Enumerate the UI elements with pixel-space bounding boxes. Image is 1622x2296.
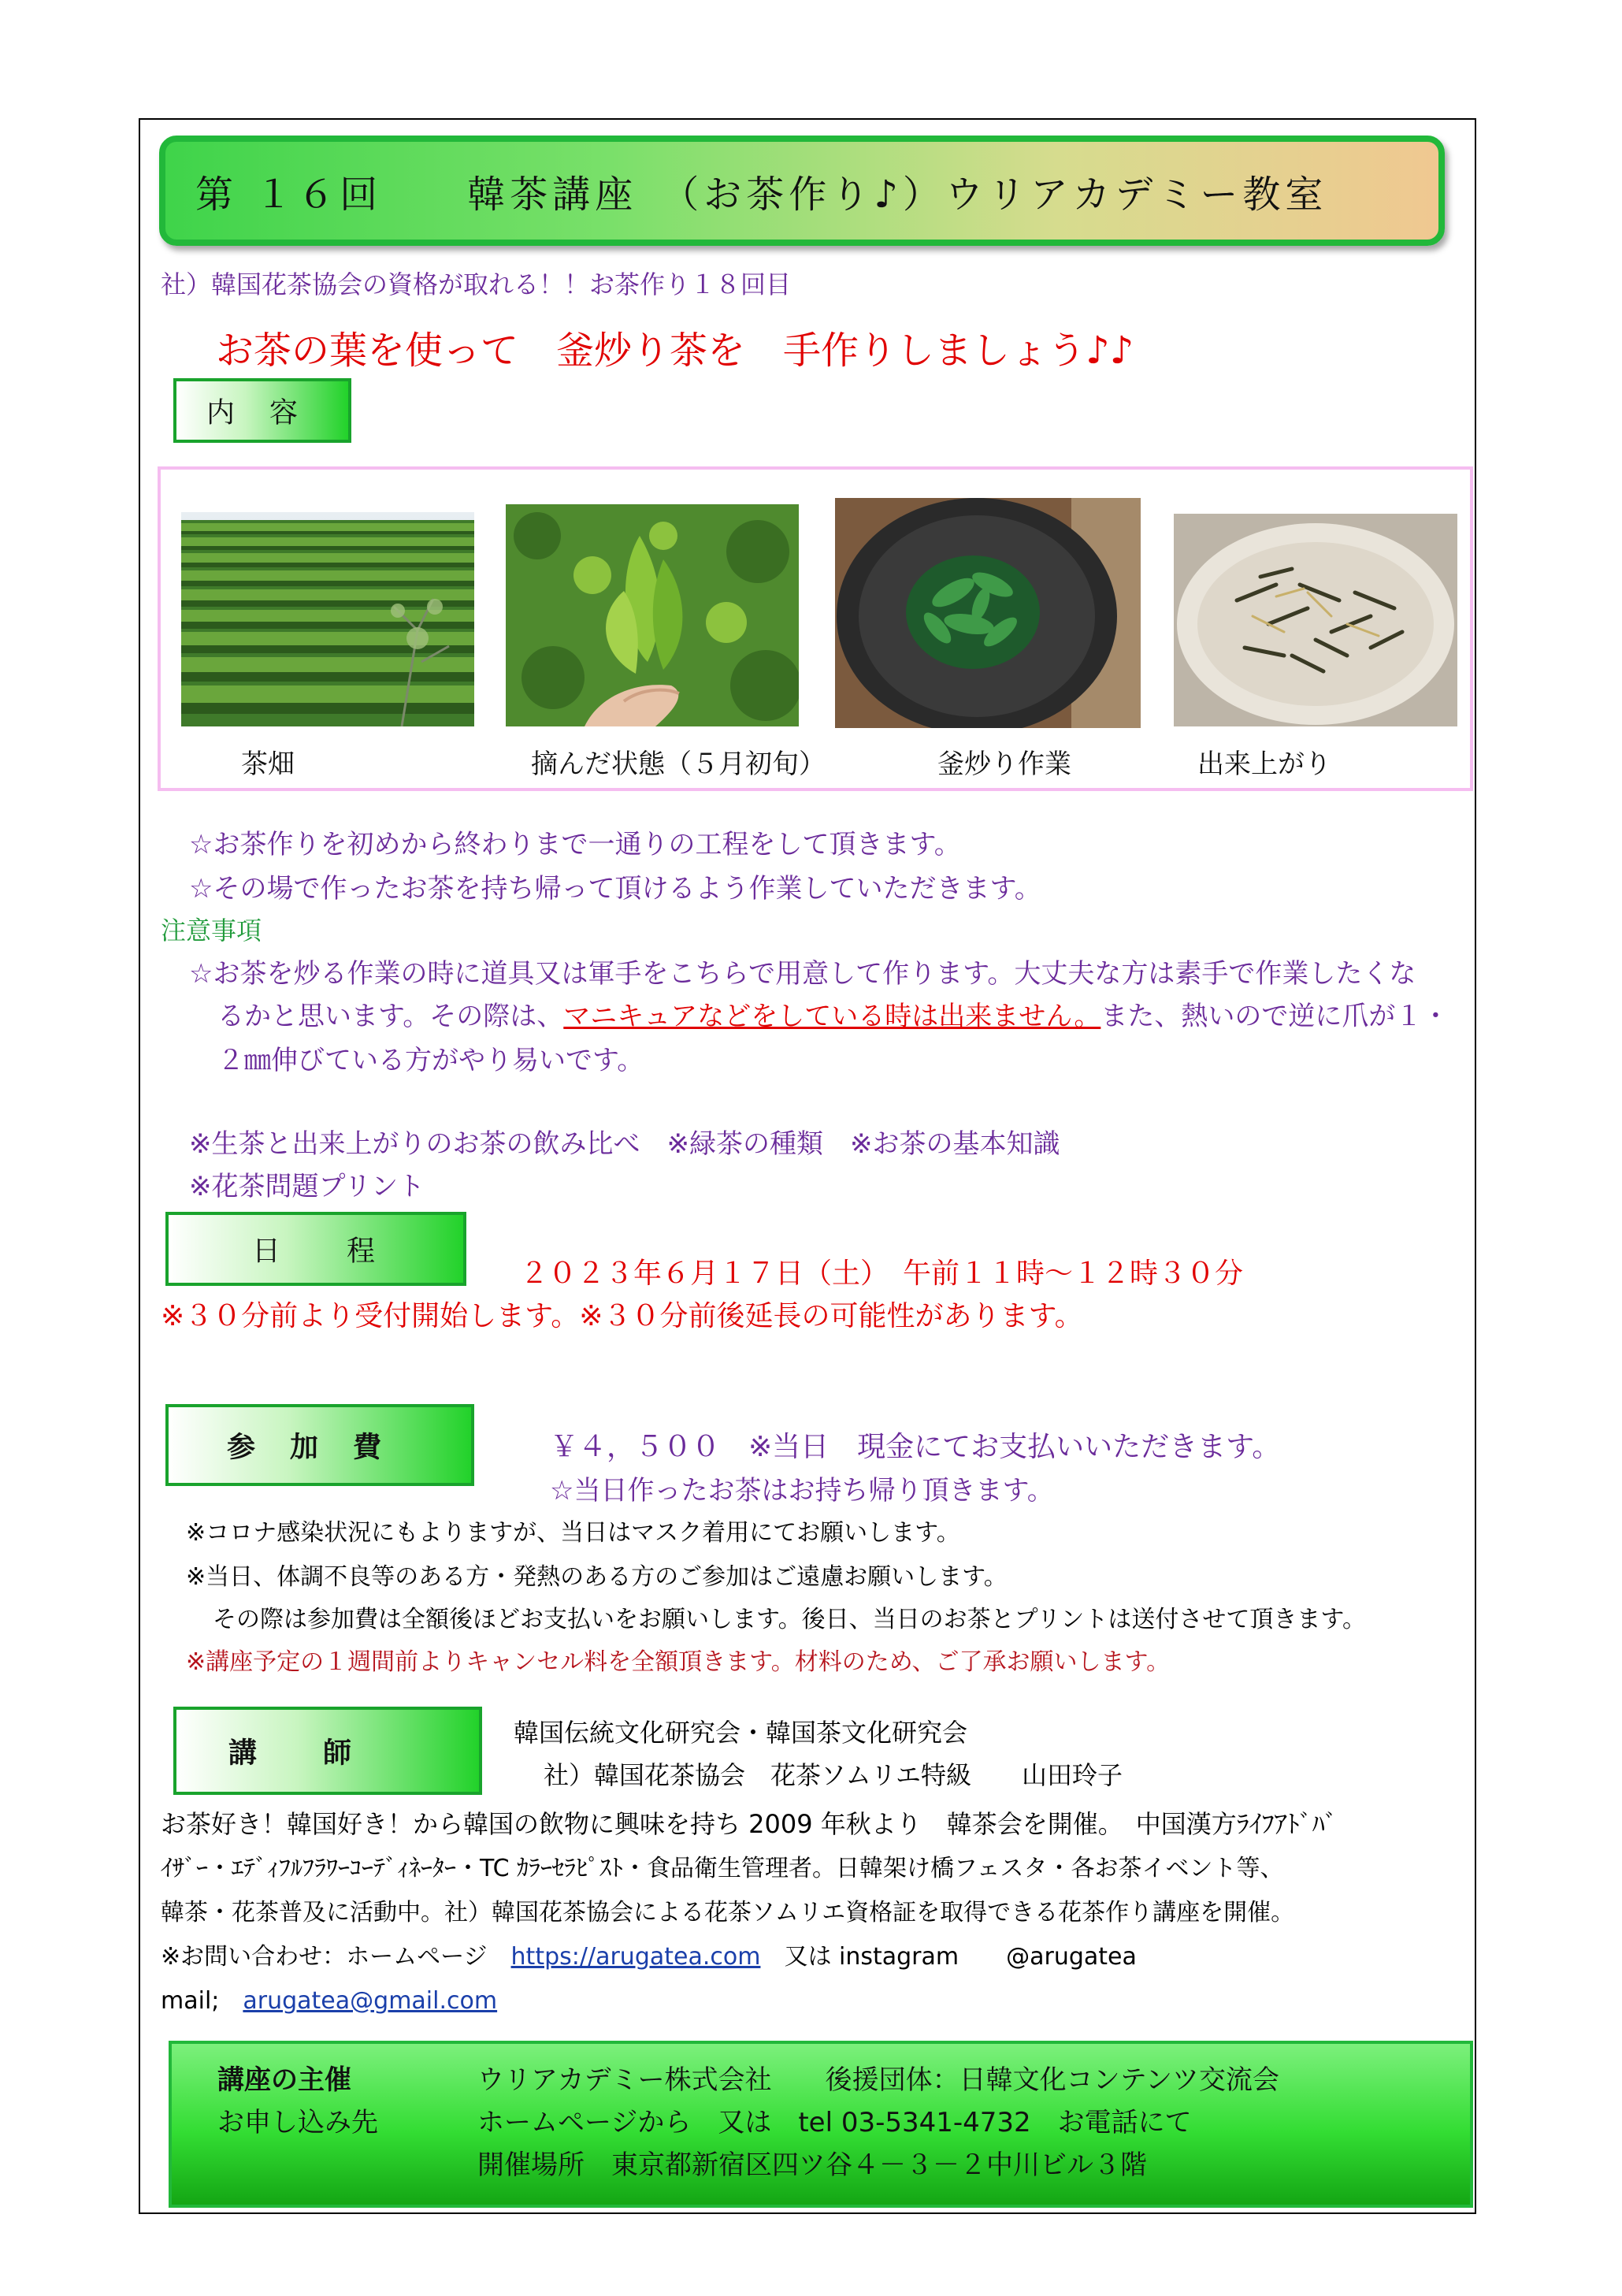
notes-line-1: ☆お茶を炒る作業の時に道具又は軍手をこちらで用意して作ります。大丈夫な方は素手で作業したくな bbox=[189, 958, 1416, 990]
fee-note-3: その際は参加費は全額後ほどお支払いをお願いします。後日、当日のお茶とプリントは送付させて頂きます。 bbox=[213, 1606, 1366, 1633]
footer-organizer: ウリアカデミー株式会社 後援団体：日韓文化コンテンツ交流会 bbox=[477, 2064, 1279, 2096]
section-label-teacher: 講 師 bbox=[173, 1707, 482, 1795]
finished-tea-photo bbox=[1174, 514, 1457, 726]
organizer-footer bbox=[169, 2041, 1473, 2208]
teacher-name: 社）韓国花茶協会 花茶ソムリエ特級 山田玲子 bbox=[544, 1760, 1123, 1790]
bullet-1: ☆お茶作りを初めから終わりまで一通りの工程をして頂きます。 bbox=[189, 829, 961, 860]
footer-label-organizer: 講座の主催 bbox=[217, 2064, 351, 2096]
bullet-2: ☆その場で作ったお茶を持ち帰って頂けるよう作業していただきます。 bbox=[189, 873, 1041, 905]
photo-caption-4: 出来上がり bbox=[1197, 749, 1331, 780]
email-link[interactable]: arugatea@gmail.com bbox=[243, 1987, 498, 2015]
homepage-link[interactable]: https://arugatea.com bbox=[510, 1943, 761, 1971]
fee-line-1: ￥４，５００ ※当日 現金にてお支払いいただきます。 bbox=[550, 1431, 1281, 1463]
footer-venue: 開催場所 東京都新宿区四ツ谷４－３－２中川ビル３階 bbox=[477, 2149, 1147, 2181]
footer-label-apply: お申し込み先 bbox=[217, 2107, 378, 2138]
plucked-leaves-photo bbox=[506, 504, 799, 726]
cancel-note: ※講座予定の１週間前よりキャンセル料を全額頂きます。材料のため、ご了承お願いします。 bbox=[186, 1648, 1171, 1676]
schedule-note: ※３０分前より受付開始します。※３０分前後延長の可能性があります。 bbox=[161, 1300, 1083, 1332]
fee-line-2: ☆当日作ったお茶はお持ち帰り頂きます。 bbox=[550, 1475, 1054, 1507]
section-label-content: 内 容 bbox=[173, 378, 351, 443]
manicure-warning: マニキュアなどをしている時は出来ません。 bbox=[563, 1001, 1101, 1032]
teacher-affiliation: 韓国伝統文化研究会・韓国茶文化研究会 bbox=[514, 1718, 968, 1748]
footer-apply: ホームページから 又は tel 03-5341-4732 お電話にて bbox=[477, 2107, 1192, 2138]
photo-caption-3: 釜炒り作業 bbox=[937, 749, 1071, 780]
fee-note-1: ※コロナ感染状況にもよりますが、当日はマスク着用にてお願いします。 bbox=[186, 1519, 960, 1547]
subtitle: 社）韓国花茶協会の資格が取れる！！お茶作り１８回目 bbox=[161, 269, 792, 299]
tea-field-photo bbox=[181, 512, 474, 726]
mail-line: mail; arugatea@gmail.com bbox=[161, 1987, 498, 2015]
extras-line-2: ※花茶問題プリント bbox=[189, 1171, 425, 1202]
section-label-fee: 参 加 費 bbox=[165, 1404, 474, 1486]
section-label-schedule: 日 程 bbox=[165, 1212, 466, 1286]
photo-caption-1: 茶畑 bbox=[241, 749, 295, 780]
page-title: 第 １６回 韓茶講座 （お茶作り♪）ウリアカデミー教室 bbox=[195, 173, 1328, 217]
bio-line-2: ｲｻﾞｰ・ｴﾃﾞｨﾌﾙﾌﾗﾜｰｺｰﾃﾞｨﾈｰﾀｰ・TC ｶﾗｰｾﾗﾋﾟｽﾄ・食品衛生管理者。日韓架け橋フェスタ・各お茶イベント等、 bbox=[161, 1855, 1284, 1882]
bio-line-1: お茶好き！韓国好き！から韓国の飲物に興味を持ち 2009 年秋より 韓茶会を開催。 中国漢方ﾗｲﾌｱﾄﾞﾊﾞ bbox=[161, 1809, 1338, 1839]
extras-line-1: ※生茶と出来上がりのお茶の飲み比べ ※緑茶の種類 ※お茶の基本知識 bbox=[189, 1128, 1060, 1160]
notes-line-2: るかと思います。その際は、マニキュアなどをしている時は出来ません。また、熱いので逆に爪が１・ bbox=[217, 1001, 1449, 1032]
schedule-date: ２０２３年６月１７日（土） 午前１１時～１２時３０分 bbox=[520, 1258, 1244, 1290]
bio-line-3: 韓茶・花茶普及に活動中。社）韓国花茶協会による花茶ソムリエ資格証を取得できる花茶作り講座を開催。 bbox=[161, 1899, 1295, 1926]
title-banner bbox=[159, 136, 1445, 246]
pan-roasting-photo bbox=[835, 498, 1141, 728]
notes-line-3: ２㎜伸びている方がやり易いです。 bbox=[217, 1045, 644, 1076]
headline: お茶の葉を使って 釜炒り茶を 手作りしましょう♪♪ bbox=[216, 329, 1134, 373]
notes-heading: 注意事項 bbox=[161, 916, 262, 946]
photo-caption-2: 摘んだ状態（５月初旬） bbox=[531, 749, 826, 780]
fee-note-2: ※当日、体調不良等のある方・発熱のある方のご参加はご遠慮お願いします。 bbox=[186, 1563, 1008, 1591]
contact-line: ※お問い合わせ：ホームページ https://arugatea.com 又は instagram @arugatea bbox=[161, 1943, 1137, 1971]
